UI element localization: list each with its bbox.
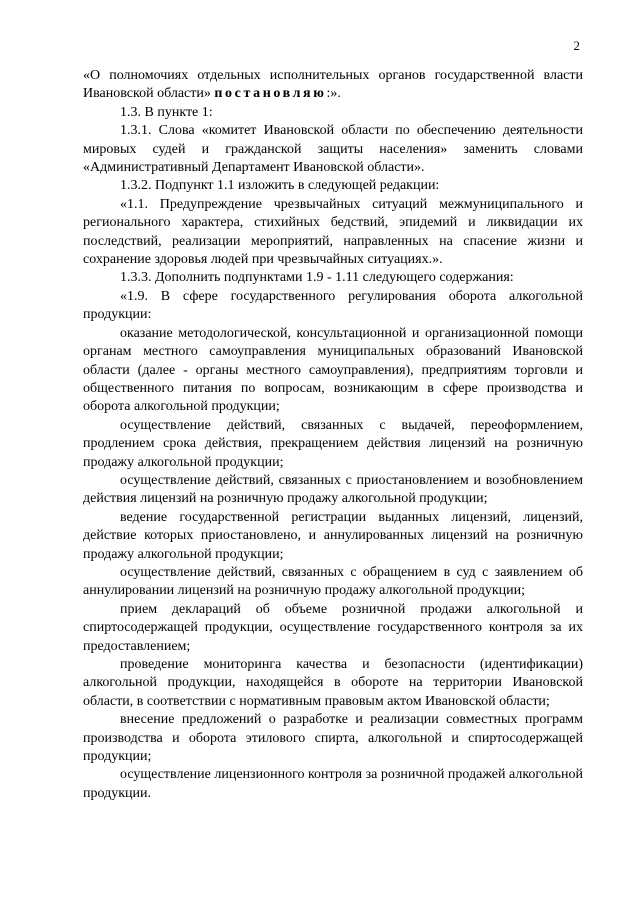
- lead-tail: :».: [326, 86, 341, 102]
- paragraph-1-3-2: 1.3.2. Подпункт 1.1 изложить в следующей редакции:: [120, 178, 440, 194]
- list-item: ведение государственной регистрации выданных лицензий, лицензий, действие которых приостановлено, и аннулированных лицензий на розничную продажу алкогольной продукции;: [83, 509, 583, 562]
- document-body: [83, 67, 583, 803]
- paragraph-1-1-new: «1.1. Предупреждение чрезвычайных ситуаций межмуниципального и регионального характера, стихийных бедствий, эпидемий и ликвидации их последствий, реализации мероприятий, направленных на спасение жизни и сохранение здоровья людей при чрезвычайных ситуациях.».: [83, 196, 583, 268]
- paragraph-1-3: 1.3. В пункте 1:: [120, 104, 213, 120]
- list-item: проведение мониторинга качества и безопасности (идентификации) алкогольной продукции, находящейся в обороте на территории Ивановской области, в соответствии с нормативным правовым актом Ивановской области;: [83, 657, 583, 709]
- list-item: осуществление действий, связанных с выдачей, переоформлением, продлением срока действия, прекращением действия лицензий на розничную продажу алкогольной продукции;: [83, 417, 583, 470]
- list-item: осуществление лицензионного контроля за розничной продажей алкогольной продукции.: [83, 767, 583, 801]
- list-item: осуществление действий, связанных с приостановлением и возобновлением действия лицензий на розничную продажу алкогольной продукции;: [83, 472, 583, 507]
- lead-text: «О полномочиях отдельных исполнительных органов государственной власти Ивановской области»: [83, 68, 583, 102]
- list-item: оказание методологической, консультационной и организационной помощи органам местного самоуправления муниципальных образований Ивановской области (далее - органы местного самоуправления), предприятиям торговли и общественного питания по вопросам, возникающим в сфере производства и оборота алкогольной продукции;: [83, 325, 583, 415]
- list-item: прием деклараций об объеме розничной продажи алкогольной и спиртосодержащей продукции, осуществление государственного контроля за их предоставлением;: [83, 601, 583, 654]
- paragraph-1-3-3: 1.3.3. Дополнить подпунктами 1.9 - 1.11 следующего содержания:: [120, 270, 514, 286]
- paragraph-1-3-1: 1.3.1. Слова «комитет Ивановской области по обеспечению деятельности мировых судей и гражданской защиты населения» заменить словами «Административный Департамент Ивановской области».: [83, 123, 583, 176]
- lead-paragraph: [83, 67, 583, 104]
- paragraph-1-9: «1.9. В сфере государственного регулирования оборота алкогольной продукции:: [83, 288, 583, 323]
- page-number: 2: [573, 38, 580, 53]
- list-item: осуществление действий, связанных с обращением в суд с заявлением об аннулировании лицензий на розничную продажу алкогольной продукции;: [83, 564, 583, 599]
- decree-keyword: постановляю: [214, 86, 327, 102]
- list-item: внесение предложений о разработке и реализации совместных программ производства и оборота этилового спирта, алкогольной и спиртосодержащей продукции;: [83, 712, 583, 765]
